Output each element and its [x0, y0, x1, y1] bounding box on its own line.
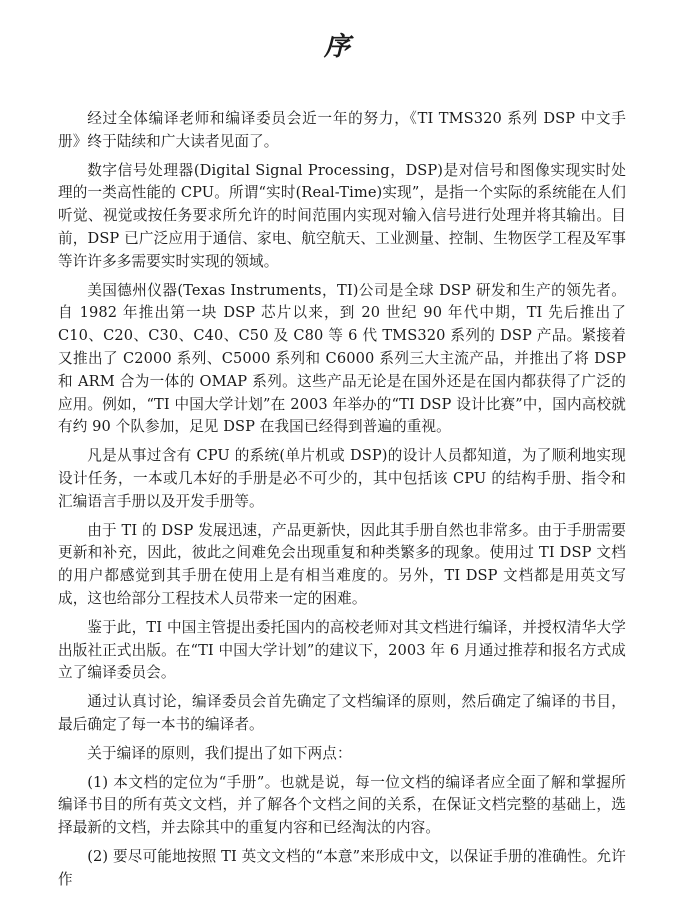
preface-title: 序: [323, 32, 352, 62]
paragraph-compilation-origin: 鉴于此，TI 中国主管提出委托国内的高校老师对其文档进行编译，并授权清华大学出版社正式出版。在“TI 中国大学计划”的建议下，2003 年 6 月通过推荐和报名方式成立了编译委员会。: [58, 618, 626, 682]
paragraph-manual-difficulty: 由于 TI 的 DSP 发展迅速，产品更新快，因此其手册自然也非常多。由于手册需要更新和补充，因此，彼此之间难免会出现重复和种类繁多的现象。使用过 TI DSP 文档的用户都感觉到其手册在使用上是有相当难度的。另外，TI DSP 文档都是用英文写成，这也给部分工程技术人员带来一定的困难。: [58, 521, 626, 607]
paragraph-dsp-definition: 数字信号处理器(Digital Signal Processing，DSP)是对信号和图像实现实时处理的一类高性能的 CPU。所谓“实时(Real-Time)实现”，是指一个实际的系统能在人们听觉、视觉或按任务要求所允许的时间范围内实现对输入信号进行处理并将其输出。目前，DSP 已广泛应用于通信、家电、航空航天、工业测量、控制、生物医学工程及军事等许许多多需要实时实现的领域。: [58, 161, 626, 270]
paragraph-principle-2: (2) 要尽可能地按照 TI 英文文档的“本意”来形成中文，以保证手册的准确性。允许作: [58, 847, 626, 888]
paragraph-intro: 经过全体编译老师和编译委员会近一年的努力，《TI TMS320 系列 DSP 中文手册》终于陆续和广大读者见面了。: [58, 110, 626, 150]
preface-body: [58, 108, 626, 898]
paragraph-ti-history: 美国德州仪器(Texas Instruments，TI)公司是全球 DSP 研发和生产的领先者。自 1982 年推出第一块 DSP 芯片以来，到 20 世纪 90 年代中期，TI 先后推出了 C10、C20、C30、C40、C50 及 C80 等 6 代 TMS320 系列的 DSP 产品。紧接着又推出了 C2000 系列、C5000 系列和 C6000 系列三大主流产品，并推出了将 DSP 和 ARM 合为一体的 OMAP 系列。这些产品无论是在国外还是在国内都获得了广泛的应用。例如，“TI 中国大学计划”在 2003 年举办的“TI DSP 设计比赛”中，国内高校就有约 90 个队参加，足见 DSP 在我国已经得到普遍的重视。: [58, 281, 626, 436]
paragraph-principles-intro: 关于编译的原则，我们提出了如下两点：: [87, 744, 352, 762]
paragraph-committee-process: 通过认真讨论，编译委员会首先确定了文档编译的原则，然后确定了编译的书目，最后确定了每一本书的编译者。: [58, 693, 626, 733]
paragraph-manual-need: 凡是从事过含有 CPU 的系统(单片机或 DSP)的设计人员都知道，为了顺利地实现设计任务，一本或几本好的手册是必不可少的，其中包括该 CPU 的结构手册、指令和汇编语言手册以及开发手册等。: [58, 447, 626, 510]
paragraph-principle-1: (1) 本文档的定位为“手册”。也就是说，每一位文档的编译者应全面了解和掌握所编译书目的所有英文文档，并了解各个文档之间的关系，在保证文档完整的基础上，选择最新的文档，并去除其中的重复内容和已经淘汰的内容。: [58, 773, 626, 837]
